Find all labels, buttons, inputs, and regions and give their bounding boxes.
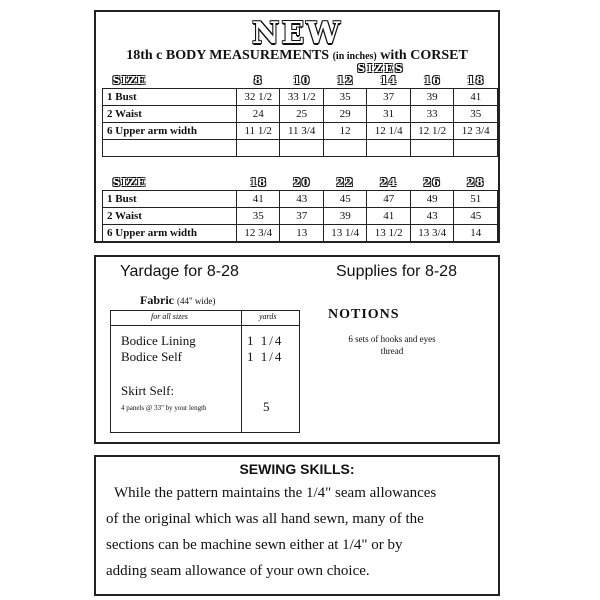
value-cell: 39: [323, 208, 366, 225]
table-row: [103, 106, 498, 123]
size-cell: 22: [336, 175, 354, 189]
value-cell: 41: [237, 191, 280, 208]
size-cell: 8: [253, 73, 263, 87]
value-cell: 37: [367, 89, 411, 106]
value-cell: 11 1/2: [237, 123, 280, 140]
value-cell: 25: [280, 106, 324, 123]
sewing-title: SEWING SKILLS:: [239, 461, 355, 477]
value-cell: 45: [323, 191, 366, 208]
heading-units: (in inches): [332, 51, 377, 62]
table-row: [103, 89, 498, 106]
size-cell: 26: [423, 175, 441, 189]
skirt-self-label: Skirt Self:: [121, 383, 175, 398]
fabric-width: (44" wide): [177, 296, 216, 306]
col-all-sizes: for all sizes: [151, 312, 188, 321]
measurements-panel: [94, 10, 500, 243]
value-cell: 14: [454, 225, 498, 242]
supplies-title: Supplies for 8-28: [336, 263, 457, 280]
sewing-skills-panel: [94, 455, 500, 596]
sizes-title: SIZES: [357, 62, 405, 75]
table-row: [103, 225, 498, 242]
column-divider: [241, 311, 242, 432]
value-cell: 12 3/4: [454, 123, 498, 140]
bodice-self-label: Bodice Self: [121, 349, 183, 364]
measurement-table-small-sizes: [102, 72, 498, 157]
value-cell: 12 3/4: [237, 225, 280, 242]
notion-item: thread: [380, 346, 404, 356]
sewing-text-line: of the original which was all hand sewn, many of the: [106, 511, 424, 527]
bodice-lining-yards: 1 1/4: [247, 333, 284, 348]
sewing-text-line: adding seam allowance of your own choice.: [106, 563, 370, 579]
size-cell: 18: [249, 175, 267, 189]
bodice-self-yards: 1 1/4: [247, 349, 284, 364]
value-cell: 12 1/2: [410, 123, 454, 140]
value-cell: 24: [237, 106, 280, 123]
value-cell: 31: [367, 106, 411, 123]
size-cell: 10: [293, 73, 311, 87]
yardage-table: [110, 310, 300, 433]
bodice-lining-label: Bodice Lining: [121, 333, 196, 348]
value-cell: 32 1/2: [237, 89, 280, 106]
value-cell: 39: [410, 89, 454, 106]
size-label: SIZE: [112, 175, 147, 189]
value-cell: 33: [410, 106, 454, 123]
size-cell: 12: [336, 73, 354, 87]
header-divider: [111, 325, 299, 326]
value-cell: 35: [323, 89, 367, 106]
row-label: 2 Waist: [103, 106, 237, 123]
value-cell: 12: [323, 123, 367, 140]
value-cell: 43: [280, 191, 323, 208]
row-label: 2 Waist: [103, 208, 237, 225]
row-label: 6 Upper arm width: [103, 225, 237, 242]
value-cell: 47: [367, 191, 410, 208]
yardage-title: Yardage for 8-28: [120, 263, 239, 280]
value-cell: 45: [454, 208, 498, 225]
value-cell: 49: [410, 191, 453, 208]
measurement-table-large-sizes: [102, 174, 498, 242]
value-cell: 13 3/4: [410, 225, 453, 242]
row-label: 1 Bust: [103, 89, 237, 106]
size-cell: 24: [380, 175, 398, 189]
size-cell: 20: [293, 175, 311, 189]
size-header-row: [103, 174, 498, 191]
value-cell: 41: [454, 89, 498, 106]
yardage-supplies-panel: [94, 255, 500, 444]
heading-main: 18th c BODY MEASUREMENTS: [126, 48, 330, 63]
table-row: [103, 123, 498, 140]
table-spacer: [103, 140, 498, 157]
sewing-text-line: sections can be machine sewn either at 1/4" or by: [106, 537, 403, 553]
size-cell: 18: [467, 73, 485, 87]
heading-end: with CORSET: [380, 48, 468, 63]
value-cell: 43: [410, 208, 453, 225]
new-label: NEW: [252, 16, 342, 51]
value-cell: 37: [280, 208, 323, 225]
value-cell: 41: [367, 208, 410, 225]
size-label: SIZE: [112, 73, 147, 87]
notions-title: NOTIONS: [328, 307, 400, 322]
size-cell: 28: [467, 175, 485, 189]
value-cell: 35: [237, 208, 280, 225]
table-row: [103, 191, 498, 208]
table-row: [103, 208, 498, 225]
skirt-note: 4 panels @ 33" by your length: [121, 404, 207, 412]
fabric-heading: [140, 293, 215, 308]
value-cell: 13 1/2: [367, 225, 410, 242]
size-header-row: [103, 72, 498, 89]
sewing-text-line: While the pattern maintains the 1/4" seam allowances: [114, 485, 437, 501]
value-cell: 13: [280, 225, 323, 242]
size-cell: 14: [380, 73, 398, 87]
fabric-label: Fabric: [140, 293, 174, 307]
skirt-yards: 5: [263, 399, 270, 414]
value-cell: 29: [323, 106, 367, 123]
row-label: 6 Upper arm width: [103, 123, 237, 140]
value-cell: 11 3/4: [280, 123, 324, 140]
notion-item: 6 sets of hooks and eyes: [348, 334, 436, 344]
value-cell: 12 1/4: [367, 123, 411, 140]
value-cell: 13 1/4: [323, 225, 366, 242]
value-cell: 51: [454, 191, 498, 208]
value-cell: 35: [454, 106, 498, 123]
col-yards: yards: [259, 312, 277, 321]
row-label: 1 Bust: [103, 191, 237, 208]
value-cell: 33 1/2: [280, 89, 324, 106]
size-cell: 16: [423, 73, 441, 87]
